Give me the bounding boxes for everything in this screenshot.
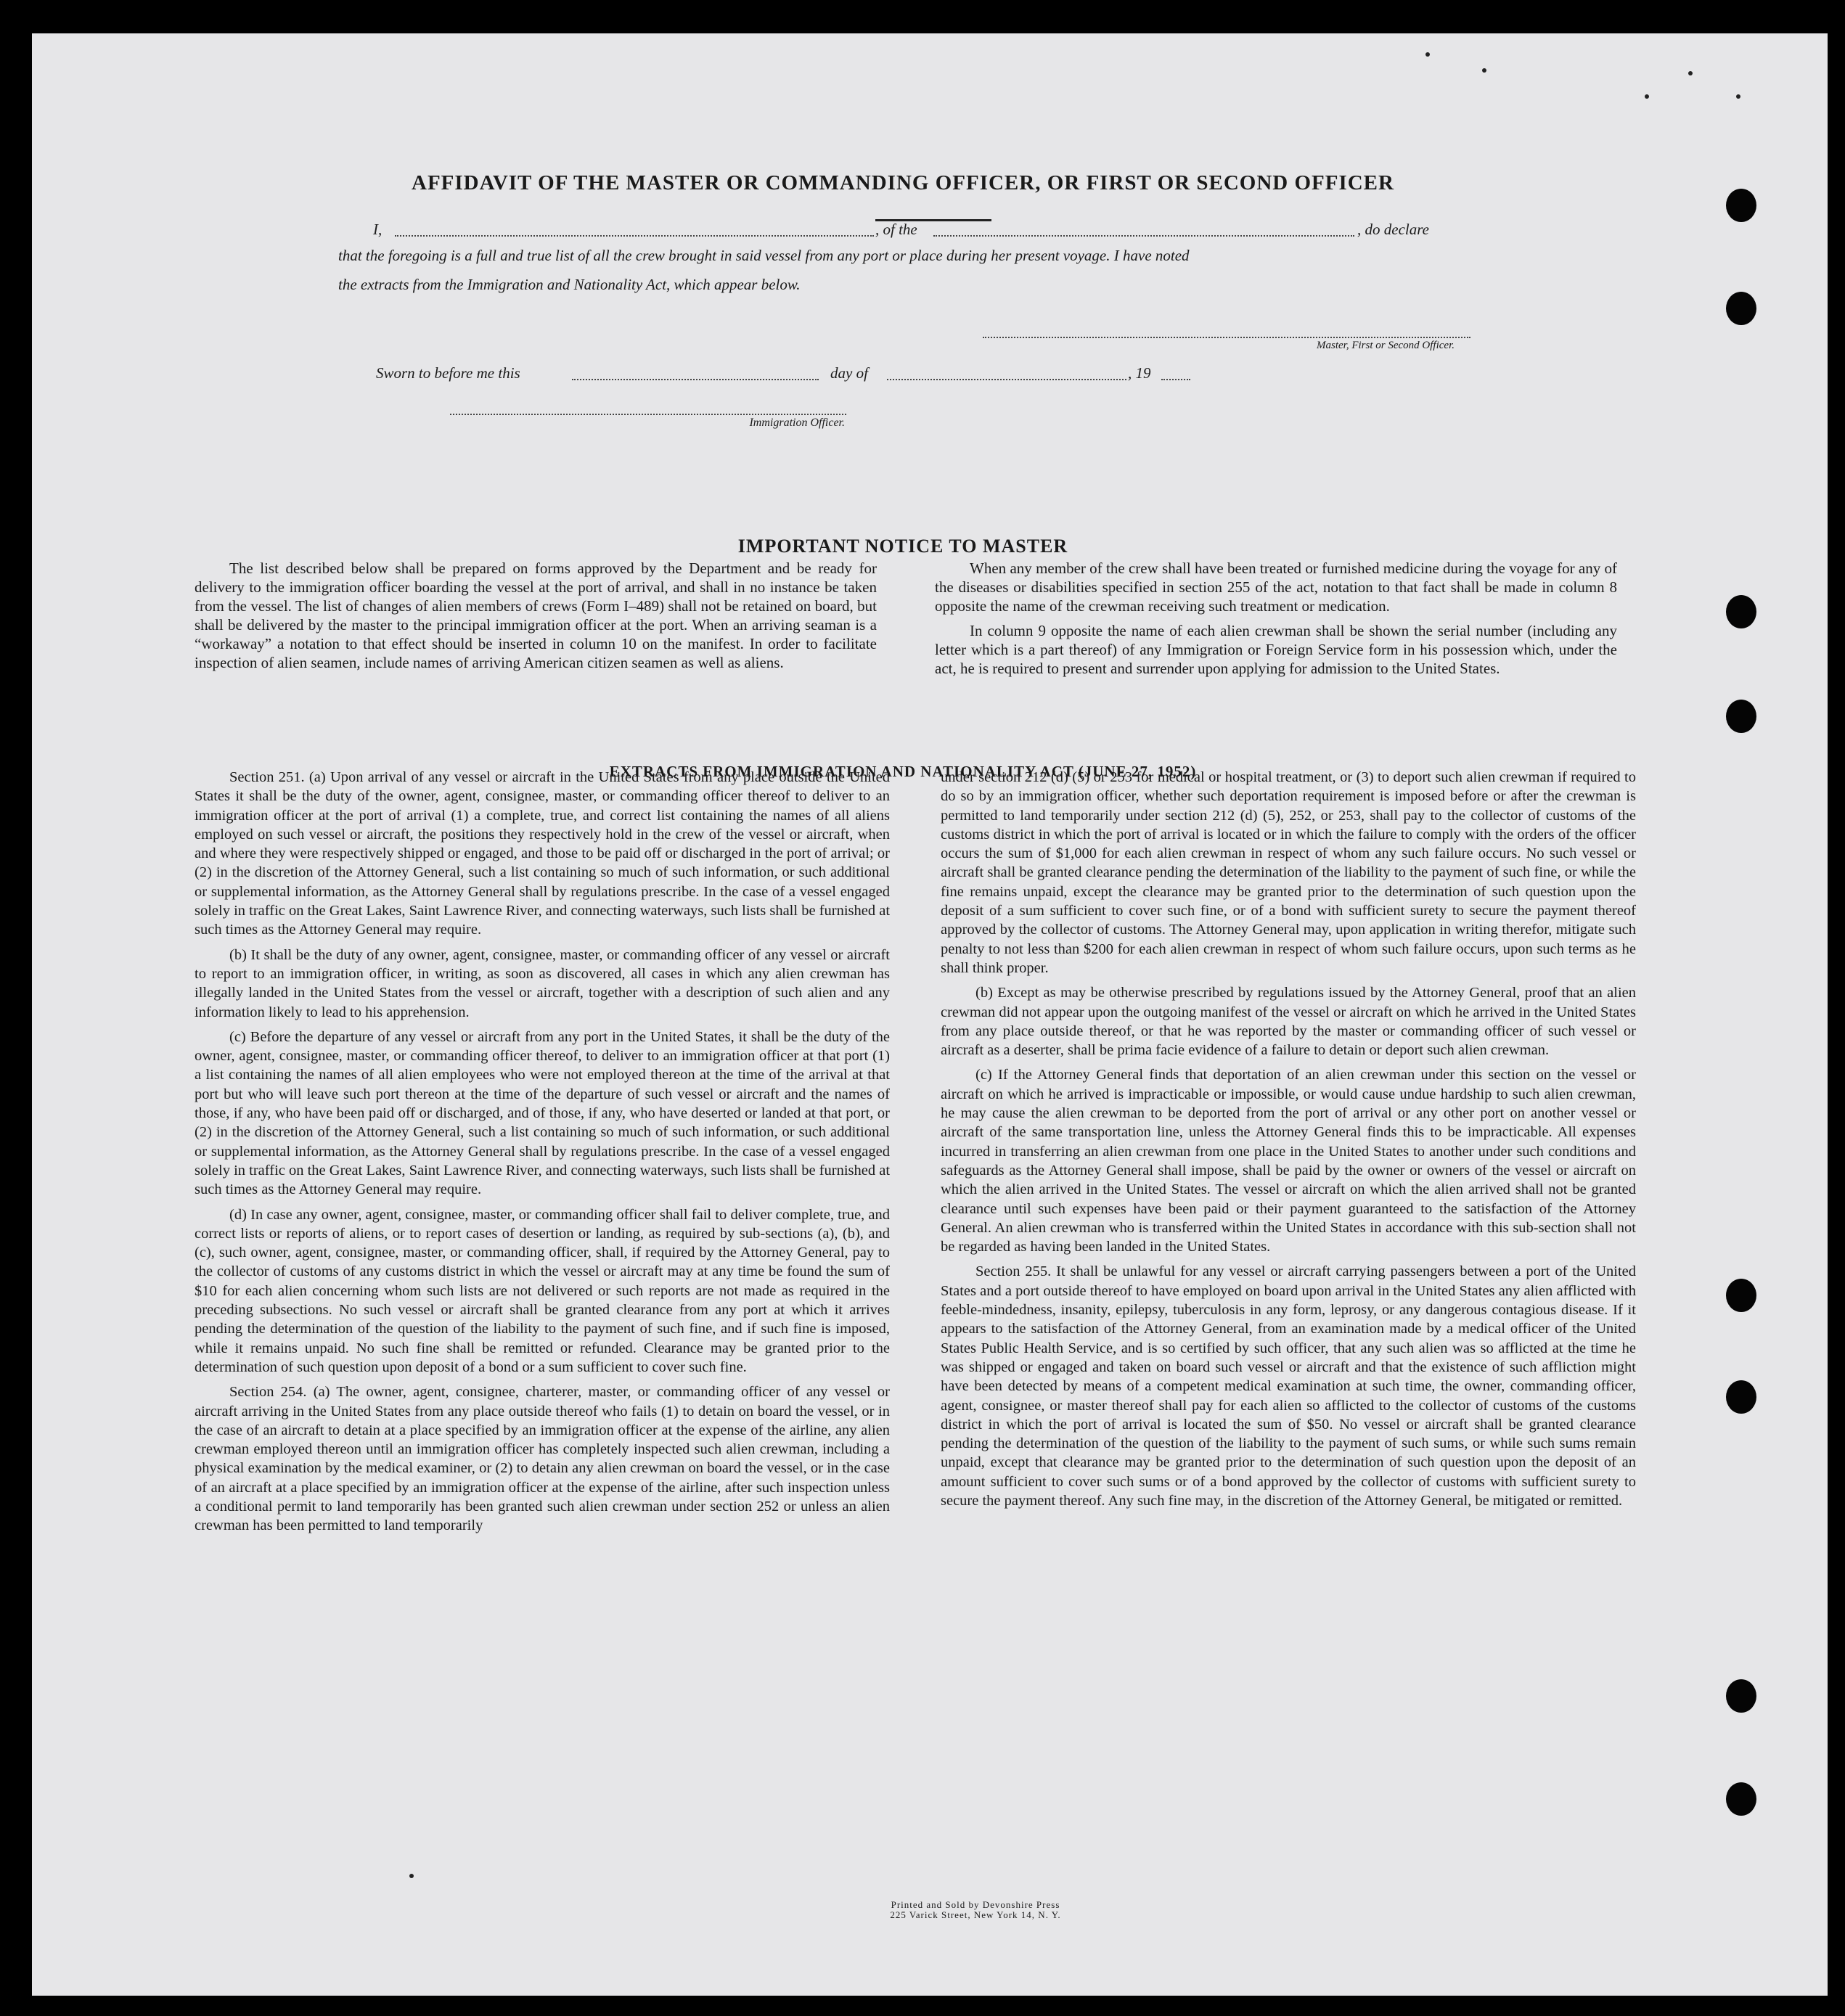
section-251d: (d) In case any owner, agent, consignee, master, or commanding officer shall fail to deliver complete, true, and correct lists or reports of aliens, or to report cases of desertion or landing, as required by sub-sections (a), (b), and (c), such owner, agent, consignee, master, or commanding officer, shall, if required by the Attorney General, pay to the collector of customs of any customs district in which the vessel or aircraft may at any time be found the sum of $10 for each alien concerning whom such lists are not delivered or such reports are not made as required in the preceding subsections. No such vessel or aircraft shall be granted clearance from any port at which it arrives pending the determination of the question of the liability to the payment of such fine, and if such fine is imposed, while it remains unpaid. No such fine shall be remitted or refunded. Clearance may be granted prior to the determination of such question upon deposit of a bond or a sum sufficient to cover such fine.: [195, 1206, 890, 1375]
printer-imprint: [758, 1900, 1193, 1920]
sworn-year-field[interactable]: [1161, 379, 1190, 380]
punch-hole: [1726, 1782, 1756, 1816]
speck: [409, 1874, 414, 1878]
section-254c: (c) If the Attorney General finds that deportation of an alien crewman under this section on the vessel or aircraft on which he arrived is impracticable or impossible, or would cause undue hardship to such alien crewman, he may cause the alien crewman to be deported from the port of arrival or any other port on another vessel or aircraft of the same transportation line, unless the Attorney General finds this to be impracticable. All expenses incurred in transferring an alien crewman from one place in the United States to another under such conditions and safeguards as the Attorney General shall impose, shall be paid by the owner or owners of the vessel or aircraft on which the alien arrived in the United States. The vessel or aircraft on which the alien arrived shall not be granted clearance until such expenses have been paid or their payment guaranteed to the satisfaction of the Attorney General. An alien crewman who is transferred within the United States in accordance with this sub-section shall not be regarded as having been landed in the United States.: [941, 1067, 1636, 1255]
section-254b: (b) Except as may be otherwise prescribed by regulations issued by the Attorney General, proof that an alien crewman did not appear upon the outgoing manifest of the vessel or aircraft on which he arrived in the United States from any place outside thereof, or that he was reported by the master or commanding officer of such vessel or aircraft as a deserter, shall be prima facie evidence of a failure to detain or deport such alien crewman.: [941, 985, 1636, 1059]
extracts-right-column: [941, 768, 1636, 1516]
notice-left-column: [195, 559, 877, 678]
speck: [1425, 52, 1430, 57]
officer-signature-field[interactable]: [450, 414, 846, 415]
sworn-day-field[interactable]: [572, 379, 819, 380]
name-field[interactable]: [395, 235, 874, 237]
officer-signature-label: Immigration Officer.: [749, 417, 845, 429]
section-254a: Section 254. (a) The owner, agent, consignee, charterer, master, or commanding officer of any vessel or aircraft arriving in the United States from any place outside thereof who fails (1) to detain on board the vessel, or in the case of an aircraft to detain at a place specified by an immigration officer at the expense of the airline, any alien crewman employed thereon until an immigration officer has completely inspected such alien crewman, including a physical examination by the medical examiner, or (2) to detain any alien crewman on board the vessel, or in the case of an aircraft at a place specified by an immigration officer at the expense of the airline, after such inspection unless a conditional permit to land temporarily has been granted such alien crewman under section 252 or unless an alien crewman has been permitted to land temporarily: [195, 1384, 890, 1534]
section-254a-cont: under section 212 (d) (5) or 253 for medical or hospital treatment, or (3) to deport such alien crewman if required to do so by an immigration officer, whether such deportation requirement is imposed before or after the crewman is permitted to land temporarily under section 212 (d) (5), 252, or 253, shall pay to the collector of customs of the customs district in which the port of arrival is located or in which the failure to comply with the orders of the officer occurs the sum of $1,000 for each alien crewman in respect of whom any such failure occurs. No such vessel or aircraft shall be granted clearance pending the determination of the liability to the payment of such fine, or while the fine remains unpaid, except the clearance may be granted prior to the determination of such question upon the deposit of a sum sufficient to cover such fine, or of a bond with sufficient surety to secure the payment thereof approved by the collector of customs. The Attorney General may, upon application in writing therefor, mitigate such penalty to not less than $200 for each alien crewman in respect of whom such failure occurs, upon such terms as he shall think proper.: [941, 769, 1636, 976]
speck: [1482, 68, 1486, 73]
punch-hole: [1726, 1380, 1756, 1414]
speck: [1688, 71, 1693, 75]
punch-hole: [1726, 700, 1756, 733]
day-of-label: day of: [830, 364, 868, 382]
extracts-title: EXTRACTS FROM IMMIGRATION AND NATIONALITY ACT (JUNE 27, 1952): [609, 763, 1197, 780]
punch-hole: [1726, 1679, 1756, 1713]
master-signature-label: Master, First or Second Officer.: [1317, 340, 1455, 351]
speck: [1736, 94, 1740, 99]
section-251c: (c) Before the departure of any vessel or aircraft from any port in the United States, it shall be the duty of the owner, agent, consignee, master, or commanding officer thereof, to deliver to an immigration officer at that port (1) a list containing the names of all alien employees who were not employed thereon at the time of the arrival at that port but who will leave such port thereon at the time of the departure of such vessel or aircraft and the names of those, if any, who have been paid off or discharged, and of those, if any, who have deserted or landed at that port, or (2) in the discretion of the Attorney General, such a list containing so much of such information, or such additional or supplemental information, as the Attorney General shall by regulations prescribe. In the case of a vessel engaged solely in traffic on the Great Lakes, Saint Lawrence River, and connecting waterways, such lists shall be furnished at such times as the Attorney General may require.: [195, 1028, 891, 1198]
master-signature-field[interactable]: [983, 337, 1470, 338]
section-251a: Section 251. (a) Upon arrival of any vessel or aircraft in the United States from any place outside the United States it shall be the duty of the owner, agent, consignee, master, or commanding officer thereof to deliver to an immigration officer at the port of arrival (1) a complete, true, and correct list containing the names of all aliens employed on such vessel or aircraft, the positions they respectively hold in the crew of the vessel or aircraft, when and where they were respectively shipped or engaged, and those to be paid off or discharged in the port of arrival; or (2) in the discretion of the Attorney General, such a list containing so much of such information, or such additional or supplemental information, as the Attorney General shall by regulations prescribe. In the case of a vessel engaged solely in traffic on the Great Lakes, Saint Lawrence River, and connecting waterways, such lists shall be furnished at such times as the Attorney General may require.: [195, 769, 891, 938]
speck: [1645, 94, 1649, 99]
section-251b: (b) It shall be the duty of any owner, agent, consignee, master, or commanding officer of any vessel or aircraft to report to an immigration officer, in writing, as soon as discovered, all cases in which any alien crewman has illegally landed in the United States from the vessel or aircraft, together with a description of such alien and any information likely to lead to his apprehension.: [195, 946, 890, 1020]
notice-title: IMPORTANT NOTICE TO MASTER: [737, 536, 1068, 557]
document-page: [32, 33, 1828, 1996]
of-the-label: , of the: [875, 221, 917, 238]
printer-address: 225 Varick Street, New York 14, N. Y.: [890, 1909, 1061, 1920]
extracts-left-column: [195, 768, 890, 1541]
notice-right-paragraph: When any member of the crew shall have been treated or furnished medicine during the voyage for any of the diseases or disabilities specified in section 255 of the act, notation to that fact shall be made in column 8 opposite the name of the crewman receiving such treatment or medication.: [935, 560, 1617, 615]
section-255: Section 255. It shall be unlawful for any vessel or aircraft carrying passengers between a port of the United States and a port outside thereof to have employed on board upon arrival in the United States any alien afflicted with feeble-mindedness, insanity, epilepsy, tuberculosis in any form, leprosy, or any dangerous contagious disease. If it appears to the satisfaction of the Attorney General, from an examination made by a medical officer of the United States Public Health Service, and is so certified by such officer, that any such alien was so afflicted at the time he was shipped or engaged and taken on board such vessel or aircraft and that the existence of such affliction might have been detected by means of a competent medical examination at such time, the owner, commanding officer, agent, consignee, or master thereof shall pay for each alien so afflicted to the collector of customs of the customs district in which the port of arrival is located the sum of $50. No vessel or aircraft shall be granted clearance pending the determination of the question of the liability to the payment of such sums, or while such sums remain unpaid, except that clearance may be granted prior to the determination of such question upon the deposit of an amount sufficient to cover such sums or of a bond approved by the collector of customs with sufficient surety to secure the payment thereof. Any such fine may, in the discretion of the Attorney General, be mitigated or remitted.: [941, 1263, 1636, 1509]
notice-right-column: [935, 559, 1617, 684]
punch-hole: [1726, 292, 1756, 325]
year-label: , 19: [1128, 364, 1151, 382]
sworn-month-field[interactable]: [887, 379, 1126, 380]
declare-label: , do declare: [1357, 221, 1429, 238]
punch-hole: [1726, 1279, 1756, 1312]
notice-right-paragraph: In column 9 opposite the name of each alien crewman shall be shown the serial number (including any letter which is a part thereof) of any Immigration or Foreign Service form in his possession which, under the act, he is required to present and surrender upon applying for admission to the United States.: [935, 622, 1617, 677]
affidavit-statement-cont: the extracts from the Immigration and Nationality Act, which appear below.: [338, 276, 801, 293]
affidavit-statement: that the foregoing is a full and true list of all the crew brought in said vessel from any port or place during her present voyage. I have noted: [338, 247, 1190, 264]
notice-left-paragraph: The list described below shall be prepared on forms approved by the Department and be ready for delivery to the immigration officer boarding the vessel at the port of arrival, and shall in no instance be taken from the vessel. The list of changes of alien members of crews (Form I–489) shall not be retained on board, but shall be delivered by the master to the principal immigration officer at the port. When an arriving seaman is a “workaway” a notation to that effect should be inserted in column 10 on the manifest. In order to facilitate inspection of alien seamen, include names of arriving American citizen seamen as well as aliens.: [195, 560, 877, 671]
affidavit-i-label: I,: [373, 221, 382, 238]
punch-hole: [1726, 595, 1756, 628]
vessel-field[interactable]: [933, 235, 1354, 237]
affidavit-title: AFFIDAVIT OF THE MASTER OR COMMANDING OFFICER, OR FIRST OR SECOND OFFICER: [412, 171, 1394, 194]
printer-line: Printed and Sold by Devonshire Press: [891, 1899, 1060, 1910]
sworn-label: Sworn to before me this: [376, 364, 520, 382]
punch-hole: [1726, 189, 1756, 222]
